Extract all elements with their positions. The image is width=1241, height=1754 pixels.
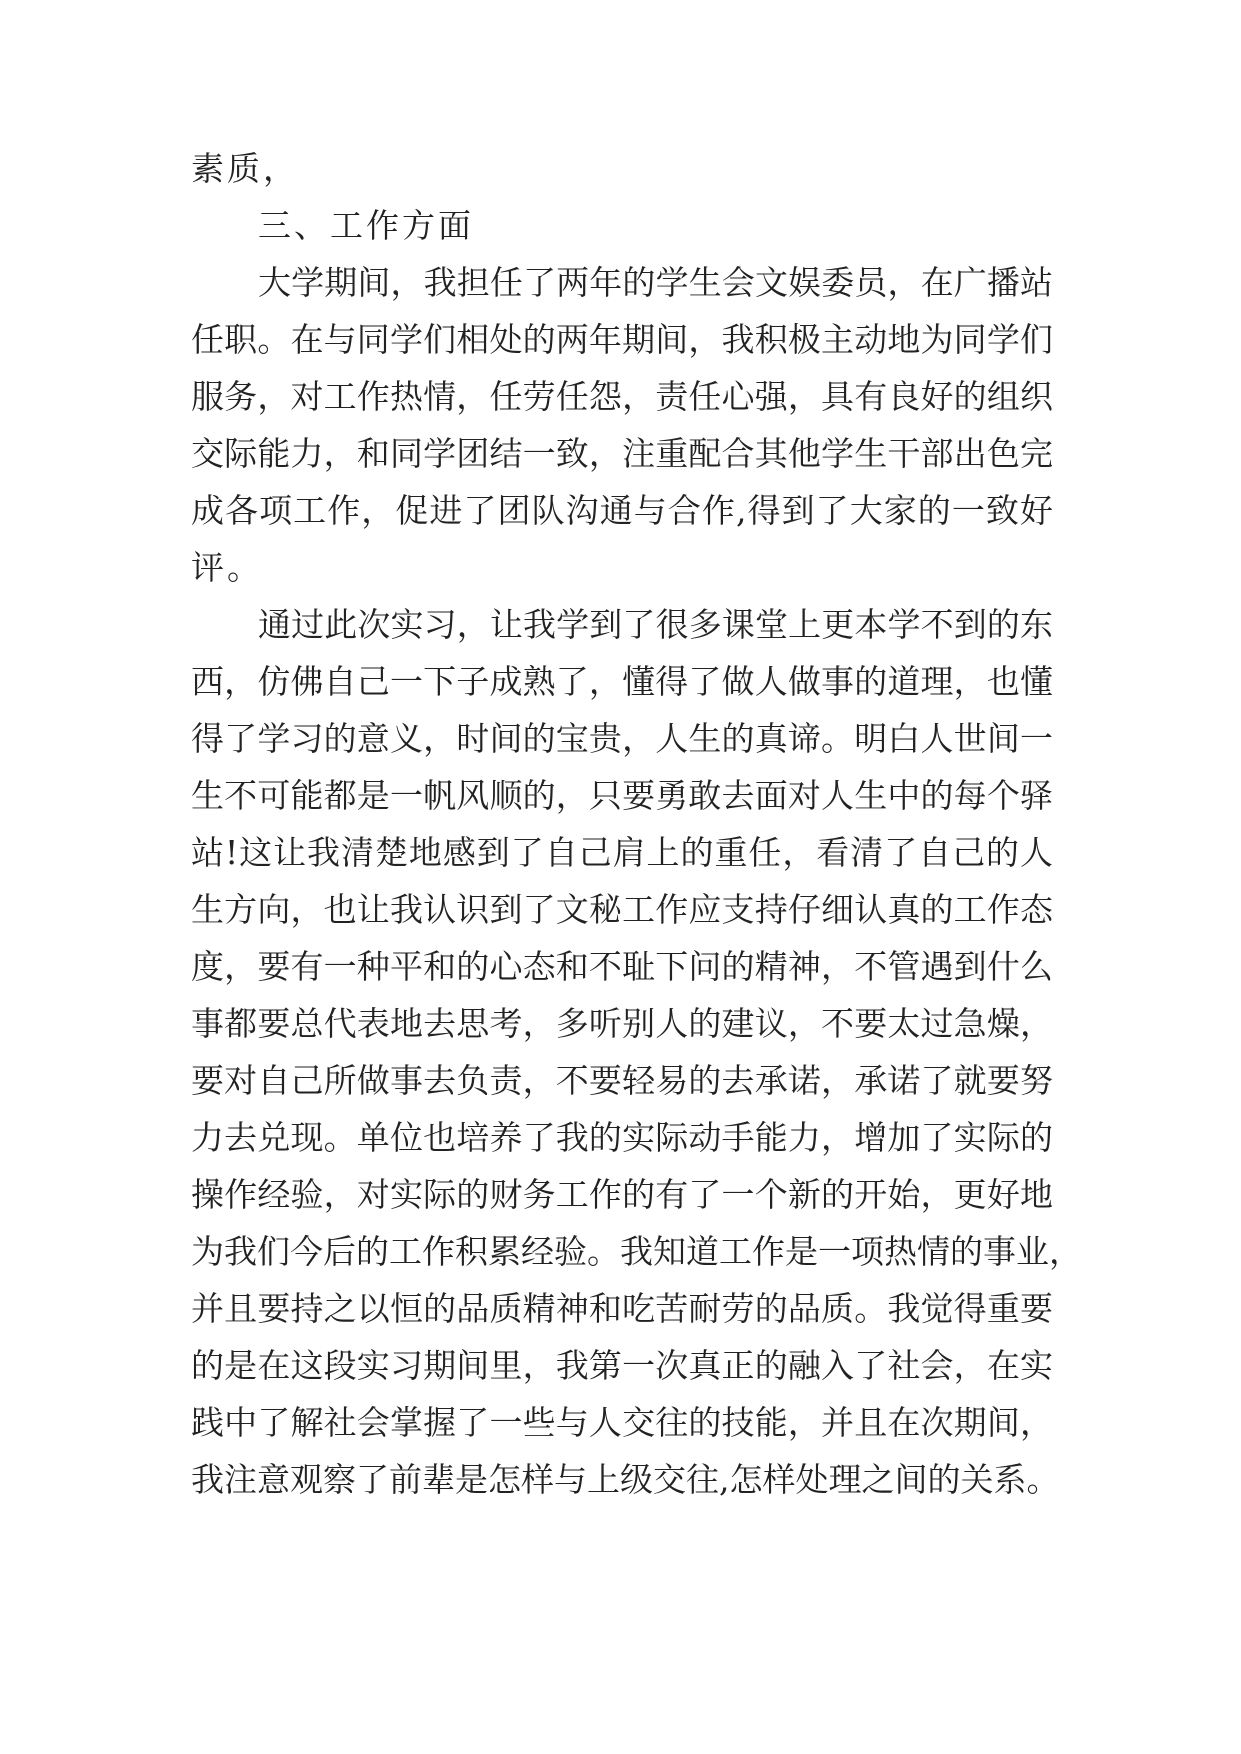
text-line: 素质， [191,149,299,188]
text-line: 站!这让我清楚地感到了自己肩上的重任，看清了自己的人 [191,833,1053,872]
text-line: 的是在这段实习期间里，我第一次真正的融入了社会，在实 [191,1346,1053,1385]
text-line: 力去兑现。单位也培养了我的实际动手能力，增加了实际的 [191,1118,1053,1157]
text-line: 通过此次实习，让我学到了很多课堂上更本学不到的东 [258,605,1053,644]
text-line: 成各项工作，促进了团队沟通与合作,得到了大家的一致好 [191,491,1053,530]
text-line: 为我们今后的工作积累经验。我知道工作是一项热情的事业， [191,1232,1082,1271]
text-line: 生方向，也让我认识到了文秘工作应支持仔细认真的工作态 [191,890,1053,929]
text-line: 大学期间，我担任了两年的学生会文娱委员，在广播站 [258,263,1053,302]
text-line: 度，要有一种平和的心态和不耻下问的精神，不管遇到什么 [191,947,1053,986]
text-line: 服务，对工作热情，任劳任怨，责任心强，具有良好的组织 [191,377,1053,416]
text-line: 任职。在与同学们相处的两年期间，我积极主动地为同学们 [191,320,1053,359]
text-line: 操作经验，对实际的财务工作的有了一个新的开始，更好地 [191,1175,1053,1214]
text-line: 得了学习的意义，时间的宝贵，人生的真谛。明白人世间一 [191,719,1053,758]
text-line: 西，仿佛自己一下子成熟了，懂得了做人做事的道理，也懂 [191,662,1053,701]
text-line: 我注意观察了前辈是怎样与上级交往,怎样处理之间的关系。 [191,1460,1060,1499]
text-line: 要对自己所做事去负责，不要轻易的去承诺，承诺了就要努 [191,1061,1053,1100]
section-heading: 三、工作方面 [258,206,474,245]
text-line: 事都要总代表地去思考，多听别人的建议，不要太过急燥， [191,1004,1053,1043]
text-line: 践中了解社会掌握了一些与人交往的技能，并且在次期间， [191,1403,1053,1442]
text-line: 生不可能都是一帆风顺的，只要勇敢去面对人生中的每个驿 [191,776,1053,815]
text-line: 交际能力，和同学团结一致，注重配合其他学生干部出色完 [191,434,1053,473]
text-line: 并且要持之以恒的品质精神和吃苦耐劳的品质。我觉得重要 [191,1289,1053,1328]
text-line: 评。 [191,548,263,587]
